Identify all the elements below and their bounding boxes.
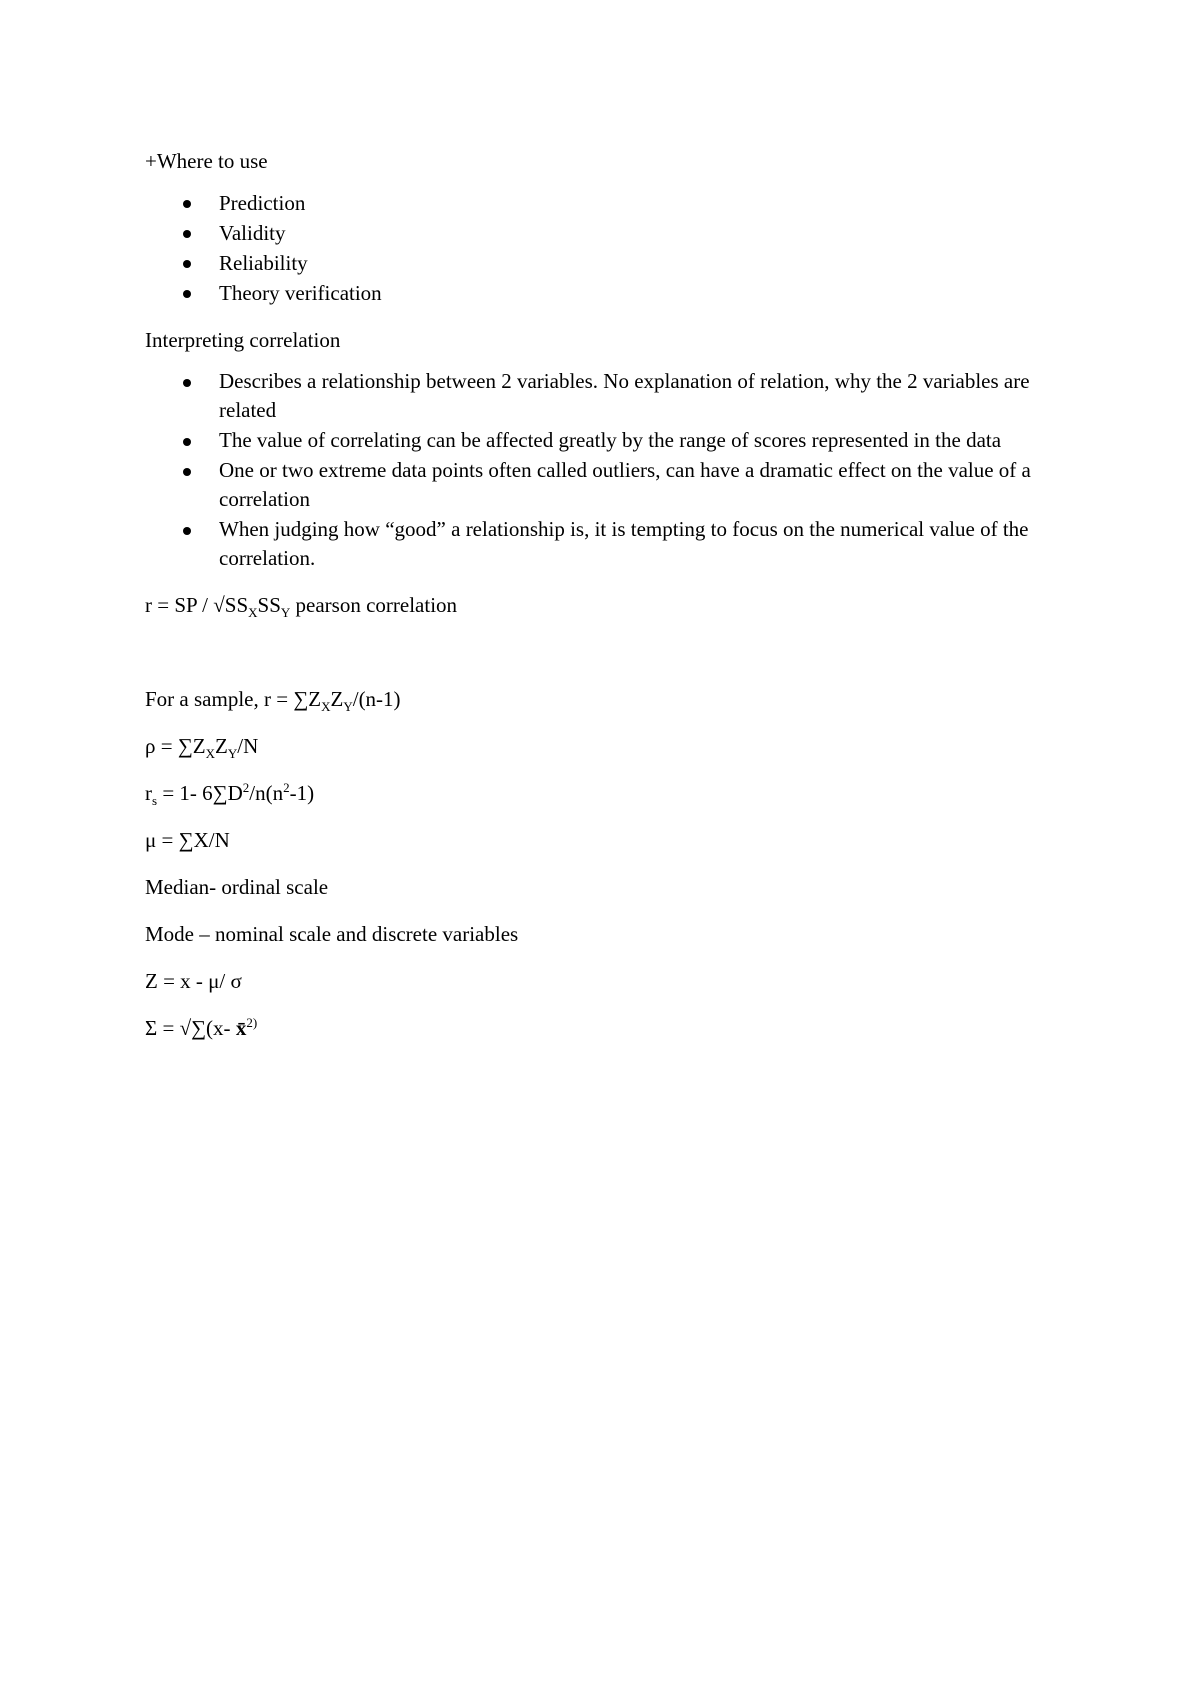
list-item: One or two extreme data points often called outliers, can have a dramatic effect on the value of a correlation <box>145 456 1075 514</box>
where-to-use-list <box>145 188 1075 308</box>
population-correlation-formula: $\rho = \sum Z_XZ_Y/N$ <box>145 734 259 762</box>
bullet-icon <box>183 290 191 298</box>
bullet-icon <box>183 260 191 268</box>
interpreting-correlation-list <box>145 367 1075 573</box>
document-body <box>145 146 1075 1060</box>
bullet-icon <box>183 527 191 535</box>
list-item: Validity <box>145 218 1075 248</box>
zscore-formula: Z = x - μ/ σ <box>145 969 242 993</box>
list-item: Describes a relationship between 2 variables. No explanation of relation, why the 2 variables are related <box>145 367 1075 425</box>
pearson-formula: r = SP / $√SS_XSS_Y$ pearson correlation <box>145 593 458 621</box>
list-item: The value of correlating can be affected greatly by the range of scores represented in the data <box>145 426 1075 455</box>
spearman-formula: $r_s = 1-$ $6\sum D^2/n(n^2-1)$ <box>145 780 315 809</box>
bullet-icon <box>183 379 191 387</box>
bullet-icon <box>183 230 191 238</box>
heading-where-to-use: +Where to use <box>145 149 268 173</box>
mean-formula: μ = ∑X/N <box>145 828 230 852</box>
list-item: Theory verification <box>145 278 1075 308</box>
mode-note: Mode – nominal scale and discrete variables <box>145 922 519 946</box>
sample-correlation-formula: For a sample, $r = \sum Z_XZ_Y/(n-1)$ <box>145 687 401 715</box>
blank-line <box>145 637 1075 684</box>
bullet-icon <box>183 438 191 446</box>
standard-deviation-formula: Σ = √∑(x- x̄$^{2)}$ <box>145 1015 258 1040</box>
bullet-icon <box>183 200 191 208</box>
list-item: Reliability <box>145 248 1075 278</box>
list-item: When judging how “good” a relationship is, it is tempting to focus on the numerical value of the correlation. <box>145 515 1075 573</box>
heading-interpreting-correlation: Interpreting correlation <box>145 328 341 352</box>
list-item: Prediction <box>145 188 1075 218</box>
median-note: Median- ordinal scale <box>145 875 329 899</box>
bullet-icon <box>183 468 191 476</box>
